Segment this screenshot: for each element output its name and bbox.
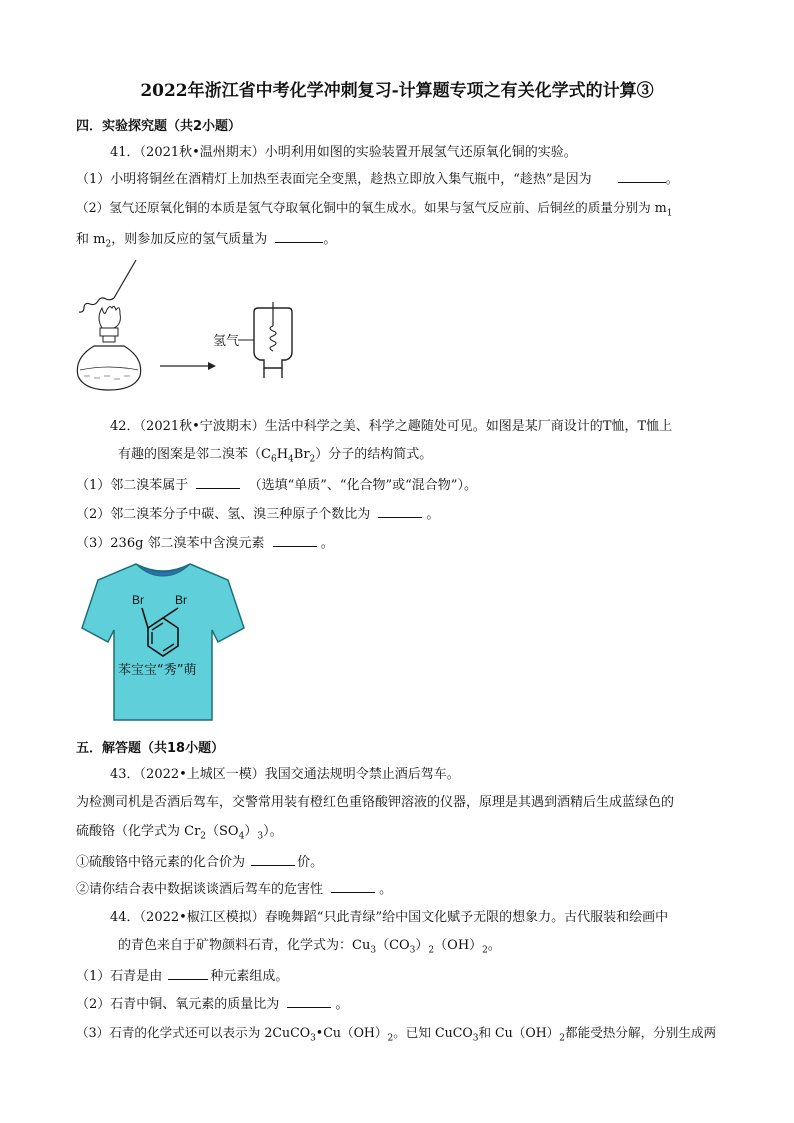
text: 。: [487, 938, 501, 953]
page-title: 2022年浙江省中考化学冲刺复习-计算题专项之有关化学式的计算③: [140, 81, 654, 101]
gas-jar-figure: [236, 296, 306, 386]
answer-blank[interactable]: [378, 505, 422, 518]
text: （SO: [206, 824, 239, 839]
subscript: 3: [472, 1033, 479, 1044]
hydrogen-label: 氢气: [213, 334, 240, 349]
answer-blank[interactable]: [618, 170, 666, 183]
q41-part2: [76, 199, 726, 223]
tshirt-body: [82, 564, 244, 720]
q41-part1: [76, 170, 726, 189]
q41-part2-text: （2）氢气还原氧化铜的本质是氢气夺取氧化铜中的氧生成水。如果与氢气反应前、后铜丝的质量分别为 m: [76, 200, 667, 215]
text: （OH）: [434, 938, 483, 953]
text: •Cu（OH）: [315, 1025, 388, 1040]
section-heading-answers: 五．解答题（共18小题）: [76, 741, 225, 756]
text: 。: [379, 882, 393, 897]
subscript: 3: [409, 945, 416, 956]
q41-part1-end: 。: [665, 172, 679, 187]
q43-intro: 43．（2022•上城区一模）我国交通法规明令禁止酒后驾车。: [110, 767, 460, 782]
subscript: 2: [428, 945, 435, 956]
text: 和 m: [76, 232, 106, 247]
text: ）。: [263, 824, 283, 839]
tshirt-figure: [78, 558, 248, 724]
bromine-label: Br: [132, 593, 144, 607]
q43-part1: [76, 853, 726, 872]
subscript: 3: [370, 945, 377, 956]
q43-line2: 为检测司机是否酒后驾车，交警常用装有橙红色重铬酸钾溶液的仪器，原理是其遇到酒精后生成蓝绿色的: [76, 795, 675, 810]
answer-blank[interactable]: [251, 853, 295, 866]
answer-blank[interactable]: [275, 230, 323, 243]
subscript: 3: [310, 1033, 316, 1044]
q41-part1-text: （1）小明将铜丝在酒精灯上加热至表面完全变黑，趁热立即放入集气瓶中，“趁热”是因为: [76, 172, 592, 187]
flame: [99, 306, 120, 328]
text: （1）石青是由: [76, 969, 163, 984]
text: （3）石青的化学式还可以表示为 2CuCO: [76, 1025, 311, 1040]
answer-blank[interactable]: [287, 995, 331, 1008]
arrow-head: [208, 362, 216, 370]
q41-intro: 41．（2021秋•温州期末）小明利用如图的实验装置开展氢气还原氧化铜的实验。: [110, 145, 577, 160]
tshirt-caption: 苯宝宝“秀”萌: [118, 663, 197, 678]
q42-part3: [76, 534, 726, 553]
text: 有趣的图案是邻二溴苯（C: [118, 447, 271, 462]
subscript: 3: [257, 831, 264, 842]
copper-wire-rod: [114, 260, 136, 298]
text: 。: [323, 232, 337, 247]
text: （3）236g 邻二溴苯中含溴元素: [76, 536, 265, 551]
text: 。: [335, 997, 349, 1012]
text: 硫酸铬（化学式为 Cr: [76, 824, 201, 839]
subscript: 4: [238, 831, 245, 842]
subscript: 2: [387, 1033, 394, 1044]
subscript: 4: [288, 454, 294, 465]
text: 都能受热分解，分别生成两: [565, 1025, 717, 1040]
alcohol-lamp: [77, 346, 140, 390]
q42-intro-cont: [118, 446, 768, 469]
subscript: 2: [200, 831, 207, 842]
text: H: [276, 447, 289, 462]
q43-part2: [76, 880, 726, 899]
q44-intro-cont: [118, 937, 768, 960]
q42-intro: 42．（2021秋•宁波期末）生活中科学之美、科学之趣随处可见。如图是某厂商设计的T恤，T恤上: [110, 419, 673, 434]
text: ①硫酸铬中铬元素的化合价为: [76, 855, 246, 870]
q44-part2: [76, 995, 726, 1014]
text: （CO: [376, 938, 410, 953]
text: （2）石青中铜、氧元素的质量比为: [76, 997, 280, 1012]
text: ）: [244, 824, 258, 839]
text: （选填“单质”、“化合物”或“混合物”）。: [248, 478, 477, 493]
text: ，则参加反应的氢气质量为: [111, 232, 268, 247]
text: 的青色来自于矿物颜料石青，化学式为：Cu: [118, 938, 371, 953]
subscript: 2: [105, 239, 112, 250]
q44-part1: [76, 967, 726, 986]
text: 。: [426, 507, 440, 522]
bromine-label: Br: [175, 593, 187, 607]
text: ）: [415, 938, 429, 953]
copper-coil: [79, 298, 114, 312]
subscript: 1: [666, 208, 673, 219]
text: 。: [320, 536, 334, 551]
text: 。已知 CuCO: [393, 1025, 473, 1040]
q44-part3: [76, 1024, 726, 1048]
text: （1）邻二溴苯属于: [76, 478, 189, 493]
subscript: 2: [559, 1033, 566, 1044]
q44-intro: 44．（2022•椒江区模拟）春晚舞蹈“只此青绿”给中国文化赋予无限的想象力。古代服装和绘画中: [110, 910, 669, 925]
answer-blank[interactable]: [168, 967, 208, 980]
jar-stopper: [264, 368, 282, 378]
section-heading-experiment: 四．实验探究题（共2小题）: [76, 119, 242, 134]
subscript: 2: [482, 945, 488, 956]
text: ）分子的结构简式。: [315, 447, 433, 462]
text: ②请你结合表中数据谈谈酒后驾车的危害性: [76, 882, 324, 897]
q42-part1: [76, 476, 726, 495]
q43-line3: [76, 823, 726, 846]
answer-blank[interactable]: [196, 476, 240, 489]
subscript: 6: [270, 454, 277, 465]
text: Br: [293, 447, 310, 462]
text: 价。: [297, 855, 324, 870]
q42-part2: [76, 505, 726, 524]
q41-part2-cont: [76, 230, 726, 254]
text: （2）邻二溴苯分子中碳、氢、溴三种原子个数比为: [76, 507, 371, 522]
wick-holder: [100, 328, 118, 336]
text: 和 Cu（OH）: [478, 1025, 560, 1040]
answer-blank[interactable]: [331, 880, 375, 893]
subscript: 2: [309, 454, 316, 465]
answer-blank[interactable]: [273, 534, 317, 547]
text: 种元素组成。: [210, 969, 289, 984]
lamp-neck: [103, 336, 115, 342]
